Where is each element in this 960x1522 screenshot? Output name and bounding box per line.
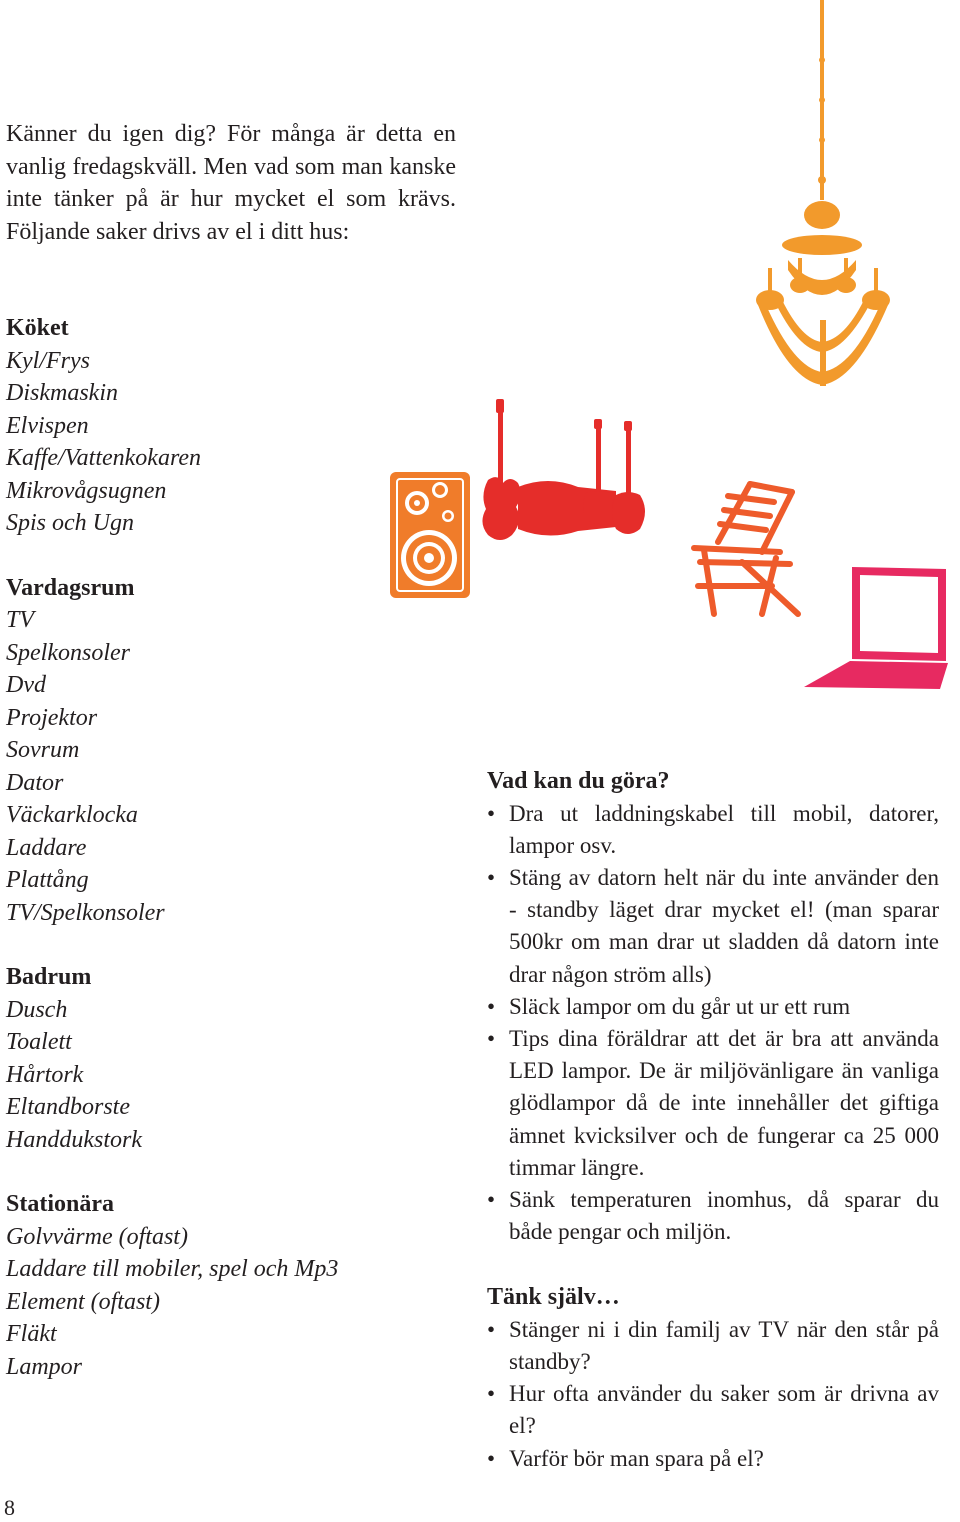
list-item: Kaffe/Vattenkokaren <box>6 445 202 471</box>
bullet-item: • Stäng av datorn helt när du inte använder den - standby läget drar mycket el! (man sparar 500kr om man drar ut sladden då datorn inte drar någon ström alls) <box>487 862 939 991</box>
bullet-item: • Dra ut laddningskabel till mobil, datorer, lampor osv. <box>487 798 939 862</box>
section-heading: Vardagsrum <box>6 574 135 601</box>
list-item: Hårtork <box>6 1061 84 1088</box>
tips-list <box>487 798 939 1249</box>
section-heading: Köket <box>6 315 69 341</box>
appliance-list <box>6 312 446 1415</box>
bullet-item: • Stänger ni i din familj av TV när den står på standby? <box>487 1314 939 1378</box>
section-badrum <box>6 961 446 1156</box>
questions-list <box>487 1314 939 1475</box>
section-heading: Vad kan du göra? <box>487 768 670 794</box>
list-item: Laddare till mobiler, spel och Mp3 <box>6 1256 339 1282</box>
list-item: TV <box>6 607 35 633</box>
list-item: TV/Spelkonsoler <box>6 899 165 926</box>
section-stationara <box>6 1188 446 1383</box>
list-item: Element (oftast) <box>6 1288 160 1315</box>
chandelier-icon <box>748 0 898 390</box>
what-to-do-section <box>487 765 939 1248</box>
think-section <box>487 1281 939 1475</box>
list-item: Projektor <box>6 704 98 731</box>
list-item: Sovrum <box>6 737 80 763</box>
section-koket <box>6 312 446 540</box>
section-heading: Tänk själv… <box>487 1284 620 1311</box>
bullet-item: • Släck lampor om du går ut ur ett rum <box>487 991 939 1023</box>
bullet-item: • Sänk temperaturen inomhus, då sparar du både pengar och miljön. <box>487 1184 939 1248</box>
list-item: Lampor <box>6 1353 83 1380</box>
section-vardagsrum <box>6 572 446 930</box>
section-heading: Stationära <box>6 1191 114 1217</box>
list-item: Fläkt <box>6 1321 57 1347</box>
list-item: Väckarklocka <box>6 802 138 828</box>
list-item: Dusch <box>6 996 68 1023</box>
list-item: Toalett <box>6 1029 72 1055</box>
list-item: Laddare <box>6 834 87 861</box>
bullet-item: • Hur ofta använder du saker som är drivna av el? <box>487 1378 939 1442</box>
tips-column <box>487 765 939 1508</box>
list-item: Spelkonsoler <box>6 639 130 666</box>
bullet-item: • Tips dina föräldrar att det är bra att använda LED lampor. De är miljövänligare än vanliga glödlampor då de inte innehåller det giftiga ämnet kvicksilver och de fungerar ca 25 000 timmar längre. <box>487 1023 939 1184</box>
list-item: Dator <box>6 769 64 796</box>
laptop-icon <box>800 565 950 695</box>
list-item: Mikrovågsugnen <box>6 477 167 504</box>
list-item: Plattång <box>6 867 89 893</box>
list-item: Elvispen <box>6 412 89 439</box>
list-item: Golvvärme (oftast) <box>6 1223 188 1250</box>
list-item: Spis och Ugn <box>6 510 134 536</box>
guitars-icon <box>478 395 660 550</box>
list-item: Diskmaskin <box>6 380 118 406</box>
list-item: Handdukstork <box>6 1126 142 1153</box>
list-item: Kyl/Frys <box>6 347 90 374</box>
chair-icon <box>680 478 814 618</box>
page-number: 8 <box>4 1495 15 1520</box>
intro-paragraph: Känner du igen dig? För många är detta en vanlig fredagskväll. Men vad som man kanske inte tänker på är hur mycket el som krävs. Följande saker drivs av el i ditt hus: <box>6 121 456 245</box>
bullet-item: • Varför bör man spara på el? <box>487 1443 939 1475</box>
list-item: Dvd <box>6 672 46 698</box>
section-heading: Badrum <box>6 964 92 990</box>
list-item: Eltandborste <box>6 1094 130 1120</box>
speaker-icon <box>388 470 472 600</box>
